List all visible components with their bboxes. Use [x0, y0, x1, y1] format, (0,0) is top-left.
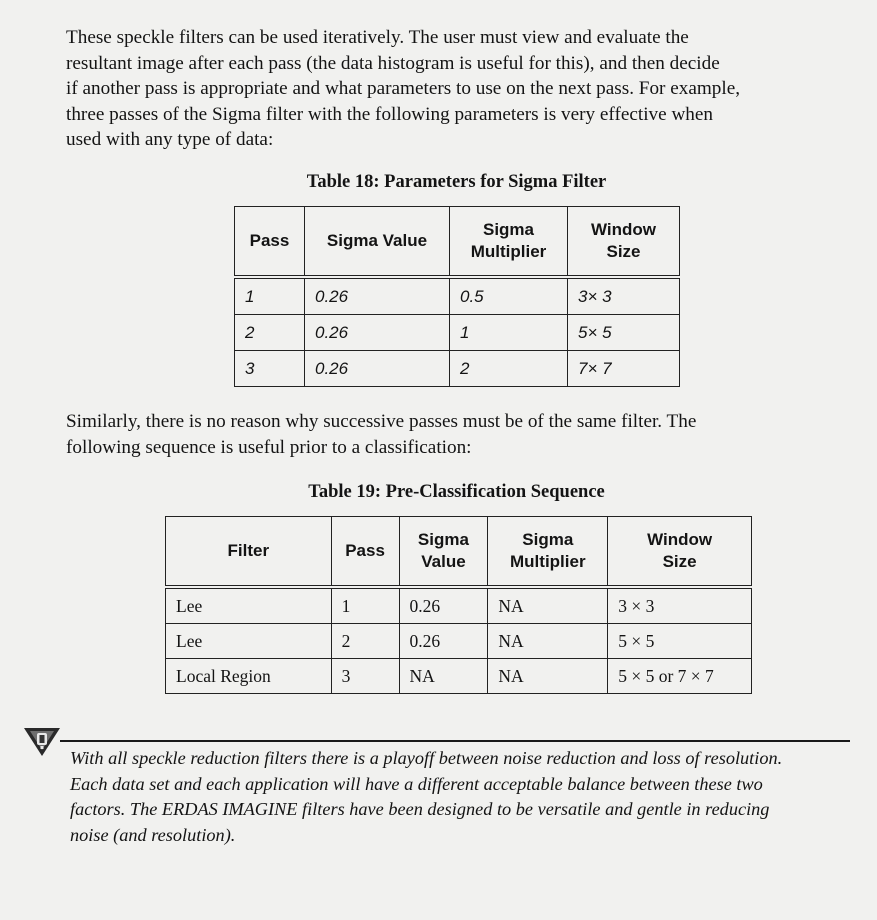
cell-sigma-value: 0.26 [305, 277, 450, 315]
intro-line: These speckle filters can be used iteratively. The user must view and evaluate the [66, 27, 689, 48]
cell-sigma-multiplier: NA [488, 659, 608, 694]
cell-filter: Lee [166, 624, 332, 659]
note-line: Each data set and each application will have a different acceptable balance between these two [70, 773, 763, 794]
header-sigma-multiplier: Sigma Multiplier [450, 207, 568, 278]
note-icon [22, 722, 62, 758]
cell-pass: 1 [235, 277, 305, 315]
table-18-caption: Table 18: Parameters for Sigma Filter [306, 172, 607, 192]
cell-pass: 2 [331, 624, 399, 659]
sigma-parameters-table [234, 206, 680, 387]
cell-window-size: 3× 3 [568, 277, 680, 315]
cell-pass: 3 [331, 659, 399, 694]
table-header-row [235, 207, 680, 278]
header-filter: Filter [166, 517, 332, 588]
cell-pass: 3 [235, 351, 305, 387]
header-sigma-multiplier: Sigma Multiplier [488, 517, 608, 588]
intro-line: used with any type of data: [66, 129, 274, 151]
header-window-size: Window Size [608, 517, 752, 588]
table-row [166, 659, 752, 694]
header-pass: Pass [331, 517, 399, 588]
cell-sigma-multiplier: NA [488, 624, 608, 659]
header-pass: Pass [235, 207, 305, 278]
note-paragraph [70, 746, 860, 848]
cell-window-size: 5 × 5 [608, 624, 752, 659]
table-row [235, 277, 680, 315]
note-line: factors. The ERDAS IMAGINE filters have been designed to be versatile and gentle in reducing [70, 799, 770, 820]
table-row [166, 587, 752, 624]
table-header-row [166, 517, 752, 588]
header-sigma-value: Sigma Value [399, 517, 488, 588]
pre-classification-table [165, 516, 752, 694]
cell-window-size: 3 × 3 [608, 587, 752, 624]
middle-line: following sequence is useful prior to a classification: [66, 436, 472, 458]
note-line: noise (and resolution). [70, 824, 236, 845]
header-sigma-value: Sigma Value [305, 207, 450, 278]
cell-sigma-multiplier: NA [488, 587, 608, 624]
middle-paragraph [66, 409, 856, 460]
cell-window-size: 5 × 5 or 7 × 7 [608, 659, 752, 694]
note-line: With all speckle reduction filters there is a playoff between noise reduction and loss of resolution. [70, 748, 783, 768]
intro-line: three passes of the Sigma filter with the following parameters is very effective when [66, 103, 714, 125]
cell-sigma-multiplier: 0.5 [450, 277, 568, 315]
cell-sigma-multiplier: 1 [450, 315, 568, 351]
cell-sigma-value: 0.26 [399, 587, 488, 624]
note-divider [60, 740, 850, 742]
intro-line: if another pass is appropriate and what parameters to use on the next pass. For example, [66, 78, 741, 100]
intro-line: resultant image after each pass (the data histogram is useful for this), and then decide [66, 52, 720, 74]
header-window-size: Window Size [568, 207, 680, 278]
cell-pass: 1 [331, 587, 399, 624]
cell-window-size: 5× 5 [568, 315, 680, 351]
cell-sigma-value: 0.26 [305, 351, 450, 387]
cell-window-size: 7× 7 [568, 351, 680, 387]
cell-sigma-value: 0.26 [305, 315, 450, 351]
cell-sigma-value: NA [399, 659, 488, 694]
cell-filter: Local Region [166, 659, 332, 694]
table-19-caption: Table 19: Pre-Classification Sequence [308, 482, 605, 502]
table-row [235, 315, 680, 351]
table-row [166, 624, 752, 659]
intro-paragraph [66, 25, 856, 153]
cell-filter: Lee [166, 587, 332, 624]
cell-sigma-value: 0.26 [399, 624, 488, 659]
cell-sigma-multiplier: 2 [450, 351, 568, 387]
middle-line: Similarly, there is no reason why successive passes must be of the same filter. The [66, 411, 697, 432]
cell-pass: 2 [235, 315, 305, 351]
table-row [235, 351, 680, 387]
